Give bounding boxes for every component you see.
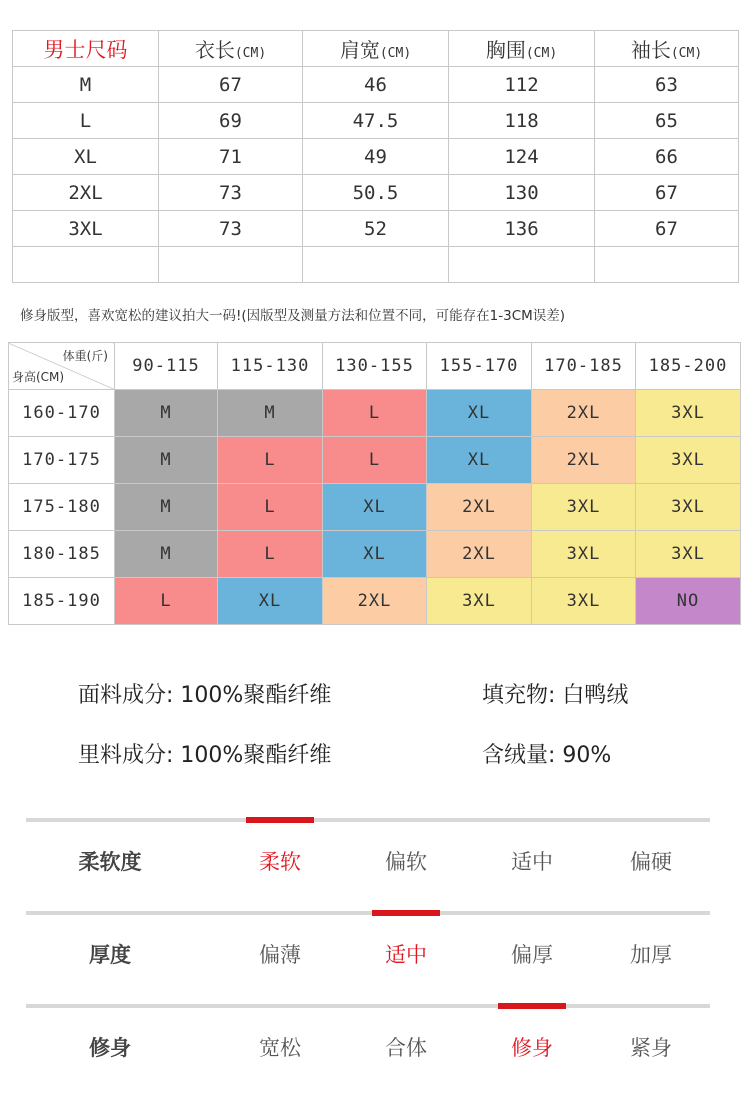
shell-material (78, 678, 331, 709)
recommended-size-cell: 2XL (427, 531, 532, 578)
size-name-cell: L (13, 103, 159, 139)
recommended-size-cell: L (323, 390, 427, 437)
measurement-cell: 71 (159, 139, 303, 175)
scale-track (26, 911, 710, 915)
scale-option: 适中 (385, 943, 427, 967)
size-recommendation-table (8, 342, 741, 625)
measurement-cell: 67 (159, 67, 303, 103)
recommended-size-cell: 3XL (636, 484, 741, 531)
scale-selected-marker (372, 910, 440, 916)
sleeve-header: 袖长(CM) (595, 31, 739, 67)
scale-option: 宽松 (259, 1036, 301, 1060)
recommended-size-cell: NO (636, 578, 741, 625)
height-row (9, 531, 741, 578)
weight-range: 170-185 (532, 343, 636, 390)
weight-range: 90-115 (115, 343, 218, 390)
scale-option: 偏硬 (630, 850, 672, 874)
height-range: 185-190 (9, 578, 115, 625)
size-name-cell (13, 247, 159, 283)
measurement-cell: 50.5 (303, 175, 449, 211)
measurement-cell: 136 (449, 211, 595, 247)
recommended-size-cell: 3XL (532, 578, 636, 625)
measurement-cell: 124 (449, 139, 595, 175)
height-range: 175-180 (9, 484, 115, 531)
size-row (13, 247, 739, 283)
scale-option: 修身 (511, 1036, 553, 1060)
scale-track (26, 1004, 710, 1008)
measurement-cell: 46 (303, 67, 449, 103)
measurement-cell: 73 (159, 211, 303, 247)
measurement-cell: 63 (595, 67, 739, 103)
scale-option: 偏厚 (511, 943, 553, 967)
scale-track (26, 818, 710, 822)
measurement-cell: 52 (303, 211, 449, 247)
recommended-size-cell: M (218, 390, 323, 437)
recommended-size-cell: 3XL (636, 437, 741, 484)
fill-material-value: 白鸭绒 (562, 683, 629, 708)
measurement-cell: 67 (595, 175, 739, 211)
recommended-size-cell: XL (427, 437, 532, 484)
measurement-cell (595, 247, 739, 283)
recommended-size-cell: XL (323, 531, 427, 578)
height-range: 180-185 (9, 531, 115, 578)
recommended-size-cell: L (218, 531, 323, 578)
fill-material-label: 填充物: (482, 683, 556, 708)
scale-label: 厚度 (89, 943, 131, 967)
fill-material (482, 678, 628, 709)
measurement-cell: 49 (303, 139, 449, 175)
height-row (9, 578, 741, 625)
recommended-size-cell: M (115, 484, 218, 531)
recommended-size-cell: 3XL (427, 578, 532, 625)
measurement-cell: 69 (159, 103, 303, 139)
measurement-cell: 112 (449, 67, 595, 103)
recommended-size-cell: 3XL (636, 390, 741, 437)
size-row (13, 103, 739, 139)
down-content-label: 含绒量: (482, 743, 556, 768)
scale-option: 柔软 (259, 850, 301, 874)
measurement-cell (449, 247, 595, 283)
height-row (9, 390, 741, 437)
size-chart-header-row (13, 31, 739, 67)
weight-range: 130-155 (323, 343, 427, 390)
measurement-cell: 65 (595, 103, 739, 139)
measurement-cell (303, 247, 449, 283)
recommended-size-cell: 2XL (323, 578, 427, 625)
size-row (13, 211, 739, 247)
shoulder-header: 肩宽(CM) (303, 31, 449, 67)
recommended-size-cell: XL (427, 390, 532, 437)
height-row (9, 437, 741, 484)
height-axis-label: 身高(CM) (12, 370, 65, 384)
measurement-cell: 130 (449, 175, 595, 211)
size-name-cell: XL (13, 139, 159, 175)
measurement-cell: 47.5 (303, 103, 449, 139)
lining-material-value: 100%聚酯纤维 (180, 743, 332, 768)
weight-header-row (9, 343, 741, 390)
measurement-cell: 67 (595, 211, 739, 247)
recommended-size-cell: XL (218, 578, 323, 625)
height-range: 160-170 (9, 390, 115, 437)
fit-note: 修身版型，喜欢宽松的建议拍大一码!(因版型及测量方法和位置不同，可能存在1-3CM误差) (20, 308, 566, 324)
measurement-cell: 66 (595, 139, 739, 175)
corner-cell (9, 343, 115, 390)
scale-option: 加厚 (630, 943, 672, 967)
length-header: 衣长(CM) (159, 31, 303, 67)
lining-material-label: 里料成分: (78, 743, 174, 768)
down-content (482, 738, 611, 769)
recommended-size-cell: L (323, 437, 427, 484)
recommended-size-cell: 3XL (636, 531, 741, 578)
measurement-cell: 73 (159, 175, 303, 211)
recommended-size-cell: M (115, 437, 218, 484)
recommended-size-cell: 3XL (532, 531, 636, 578)
scale-selected-marker (498, 1003, 566, 1009)
weight-range: 115-130 (218, 343, 323, 390)
size-name-cell: 3XL (13, 211, 159, 247)
size-row (13, 67, 739, 103)
weight-range: 185-200 (636, 343, 741, 390)
recommended-size-cell: 2XL (427, 484, 532, 531)
size-row (13, 175, 739, 211)
scale-option: 适中 (511, 850, 553, 874)
measurement-cell (159, 247, 303, 283)
size-name-cell: 2XL (13, 175, 159, 211)
scale-label: 修身 (89, 1036, 131, 1060)
scale-option: 合体 (385, 1036, 427, 1060)
shell-material-value: 100%聚酯纤维 (180, 683, 332, 708)
measurement-cell: 118 (449, 103, 595, 139)
recommended-size-cell: L (115, 578, 218, 625)
height-range: 170-175 (9, 437, 115, 484)
height-row (9, 484, 741, 531)
down-content-value: 90% (562, 743, 612, 768)
lining-material (78, 738, 331, 769)
chest-header: 胸围(CM) (449, 31, 595, 67)
scale-option: 紧身 (630, 1036, 672, 1060)
shell-material-label: 面料成分: (78, 683, 174, 708)
recommended-size-cell: 3XL (532, 484, 636, 531)
scale-option: 偏薄 (259, 943, 301, 967)
recommended-size-cell: XL (323, 484, 427, 531)
scale-option: 偏软 (385, 850, 427, 874)
scale-label: 柔软度 (78, 850, 142, 874)
scale-selected-marker (246, 817, 314, 823)
recommended-size-cell: 2XL (532, 390, 636, 437)
size-row (13, 139, 739, 175)
weight-axis-label: 体重(斤) (62, 349, 108, 363)
size-name-cell: M (13, 67, 159, 103)
recommended-size-cell: M (115, 531, 218, 578)
weight-range: 155-170 (427, 343, 532, 390)
recommended-size-cell: M (115, 390, 218, 437)
recommended-size-cell: L (218, 437, 323, 484)
size-chart-table (12, 30, 739, 283)
recommended-size-cell: 2XL (532, 437, 636, 484)
recommended-size-cell: L (218, 484, 323, 531)
size-header-label: 男士尺码 (13, 31, 159, 67)
